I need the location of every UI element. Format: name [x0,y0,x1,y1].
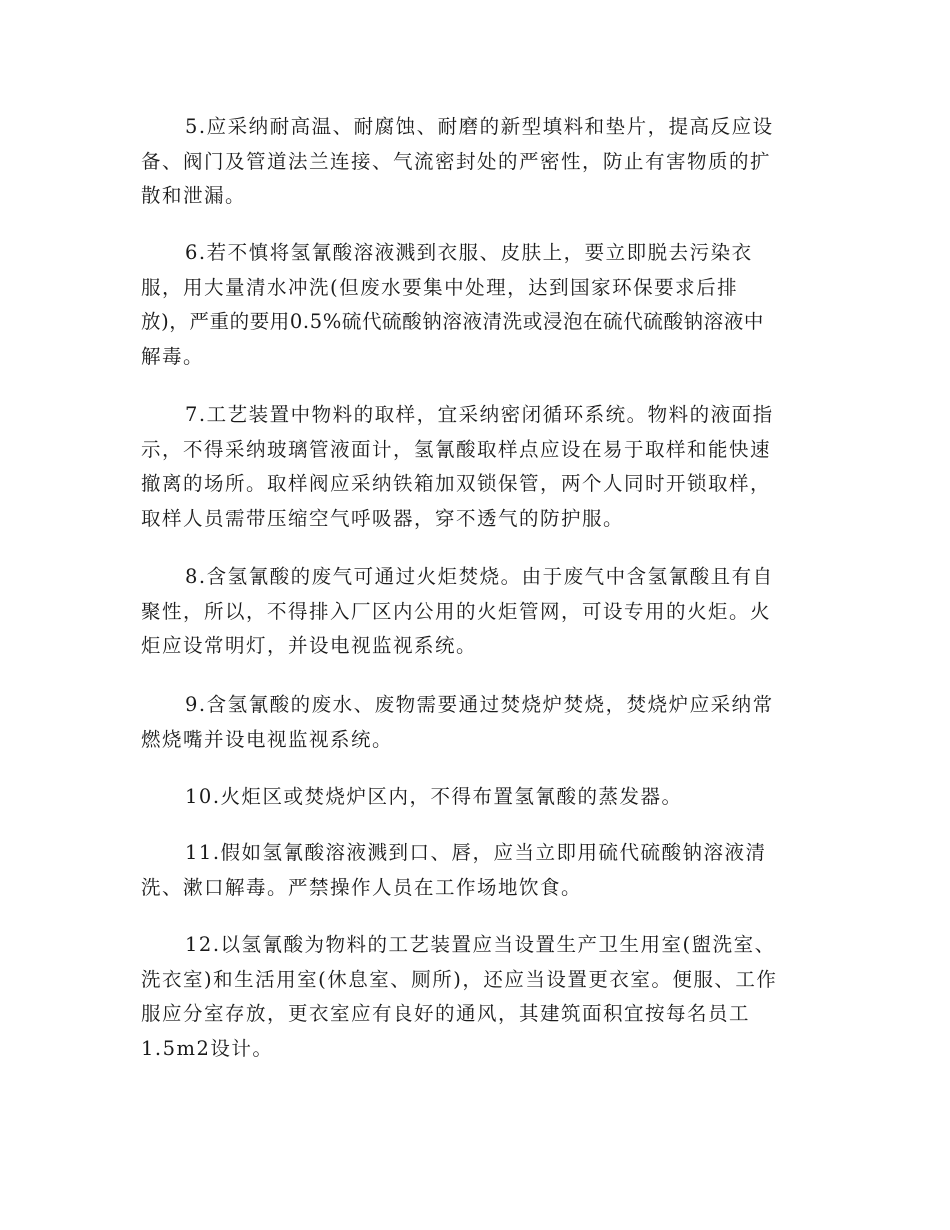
paragraph-line: 聚性，所以，不得排入厂区内公用的火炬管网，可设专用的火炬。火 [141,599,772,623]
paragraph-line: 12.以氢氰酸为物料的工艺装置应当设置生产卫生用室(盥洗室、 [185,933,776,956]
paragraph-line: 炬应设常明灯，并设电视监视系统。 [141,634,478,657]
paragraph-line: 5.应采纳耐高温、耐腐蚀、耐磨的新型填料和垫片，提高反应设 [185,115,774,138]
paragraph-line: 示，不得采纳玻璃管液面计，氢氰酸取样点应设在易于取样和能快速 [141,437,772,461]
paragraph-line: 8.含氢氰酸的废气可通过火炬焚烧。由于废气中含氢氰酸且有自 [185,565,774,588]
paragraph-11 [141,836,809,905]
paragraph-line: 9.含氢氰酸的废水、废物需要通过焚烧炉焚烧，焚烧炉应采纳常 [185,693,774,716]
paragraph-line: 散和泄漏。 [141,184,247,207]
paragraph-12 [141,928,809,1066]
paragraph-5 [141,110,809,214]
paragraph-line: 服应分室存放，更衣室应有良好的通风，其建筑面积宜按每名员工 [141,1002,751,1025]
paragraph-line: 1.5m2设计。 [141,1036,274,1060]
paragraph-8 [141,560,809,664]
paragraph-7 [141,398,809,536]
paragraph-line: 解毒。 [141,344,205,368]
paragraph-9 [141,688,809,757]
paragraph-line: 7.工艺装置中物料的取样，宜采纳密闭循环系统。物料的液面指 [185,403,774,426]
paragraph-6 [141,236,809,374]
paragraph-line: 6.若不慎将氢氰酸溶液溅到衣服、皮肤上，要立即脱去污染衣 [185,241,753,264]
paragraph-line: 洗、漱口解毒。严禁操作人员在工作场地饮食。 [141,875,583,899]
paragraph-line: 洗衣室)和生活用室(休息室、厕所)，还应当设置更衣室。便服、工作 [141,967,778,991]
paragraph-line: 服，用大量清水冲洗(但废水要集中处理，达到国家环保要求后排 [141,275,739,299]
paragraph-line: 10.火炬区或焚烧炉区内，不得布置氢氰酸的蒸发器。 [185,785,683,808]
paragraph-line: 11.假如氢氰酸溶液溅到口、唇，应当立即用硫代硫酸钠溶液清 [185,841,767,864]
paragraph-line: 放)，严重的要用0.5%硫代硫酸钠溶液清洗或浸泡在硫代硫酸钠溶液中 [141,310,764,333]
paragraph-line: 撤离的场所。取样阀应采纳铁箱加双锁保管，两个人同时开锁取样， [141,472,772,495]
paragraph-line: 取样人员需带压缩空气呼吸器，穿不透气的防护服。 [141,506,625,530]
paragraph-line: 备、阀门及管道法兰连接、气流密封处的严密性，防止有害物质的扩 [141,149,772,173]
paragraph-line: 燃烧嘴并设电视监视系统。 [141,727,394,751]
paragraph-10 [141,780,809,815]
